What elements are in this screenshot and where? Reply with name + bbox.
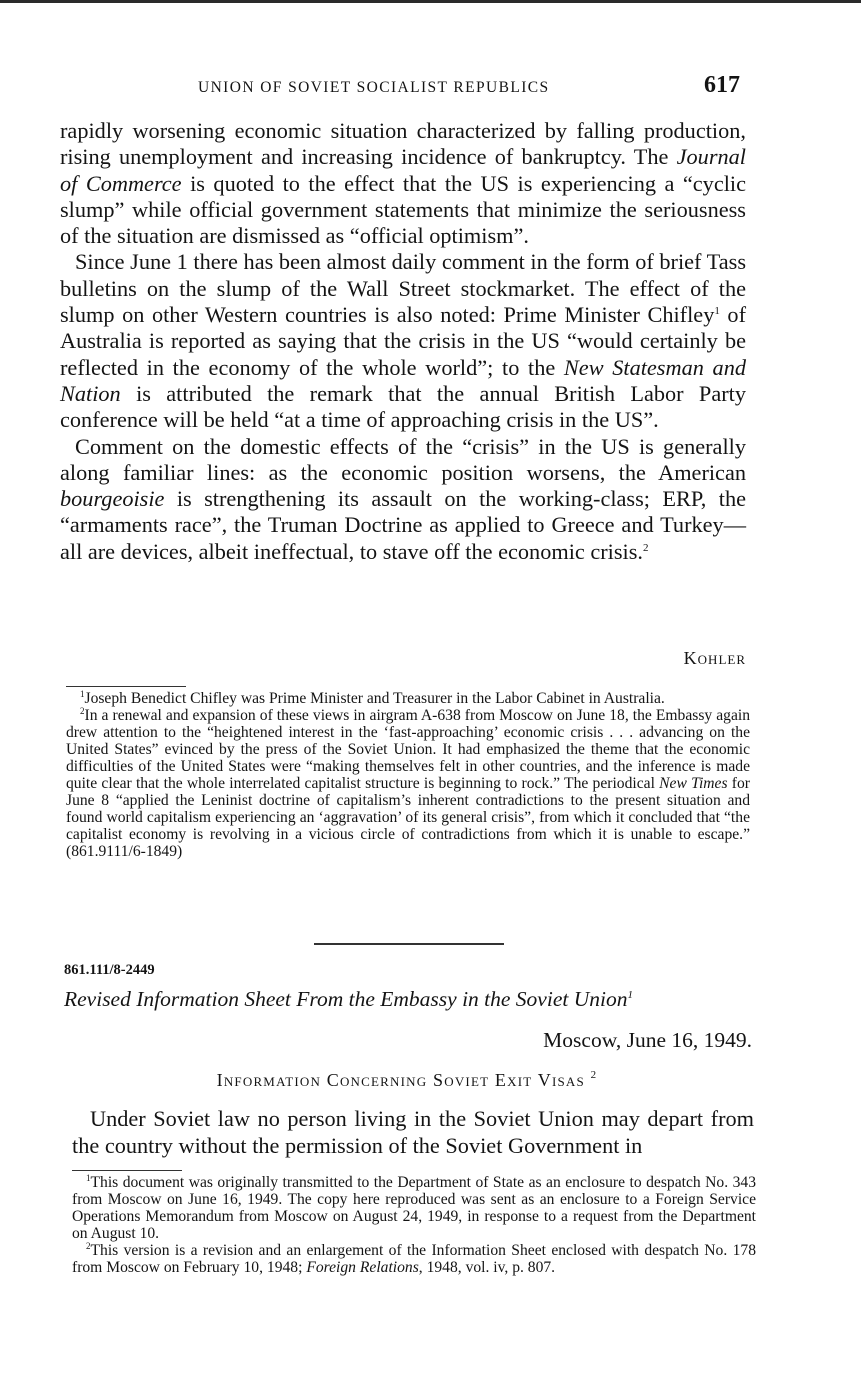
running-title: UNION OF SOVIET SOCIALIST REPUBLICS	[198, 79, 550, 96]
footnote-text: , 1948, vol. iv, p. 807.	[418, 1259, 556, 1276]
p3-text-a: Comment on the domestic effects of the “crisis” in the US is generally along familiar lines: as the economic position worsens, the American	[60, 433, 746, 485]
paragraph-1	[60, 118, 746, 249]
footnote-marker: 2	[86, 1241, 91, 1251]
main-text	[60, 118, 746, 565]
footnotes-top	[66, 690, 750, 860]
footnote-text: This version is a revision and an enlargement of the Information Sheet enclosed with despatch No. 178 from Moscow on February 10, 1948;	[72, 1242, 756, 1276]
footnote-2	[66, 707, 750, 860]
footnotes-bottom	[72, 1174, 756, 1276]
document-paragraph: Under Soviet law no person living in the Soviet Union may depart from the country without the permission of the Soviet Government in	[72, 1106, 754, 1158]
p1-text: rapidly worsening economic situation characterized by falling production, rising unemployment and increasing incidence of bankruptcy. The	[60, 118, 746, 170]
file-number: 861.111/8-2449	[64, 962, 155, 978]
subheading-text: Information Concerning Soviet Exit Visas	[216, 1070, 585, 1090]
footnote-marker: 2	[80, 706, 85, 716]
footnote-divider	[72, 1170, 182, 1171]
footnote-marker: 1	[80, 689, 85, 699]
p3-text-b: is strengthening its assault on the working-class; ERP, the “armaments race”, the Truman Doctrine as applied to Greece and Turkey—all are devices, albeit ineffectual, to stave off the economic crisis.	[60, 486, 746, 564]
document-title	[64, 987, 754, 1012]
footnote-text: for June 8 “applied the Leninist doctrine of capitalism’s inherent contradictions to the present situation and found world capitalism experiencing an ‘aggravation’ of its general crisis”, from which it concluded that “the capitalist economy is revolving in a vicious circle of contradictions from which it is unable to escape.” (861.9111/6-1849)	[66, 775, 750, 860]
footnote-2	[72, 1242, 756, 1276]
signature: Kohler	[683, 648, 746, 668]
footnote-text: This document was originally transmitted to the Department of State as an enclosure to despatch No. 343 from Moscow on June 16, 1949. The copy here reproduced was sent as an enclosure to a Foreign Service Operations Memorandum from Moscow on August 24, 1949, in response to a request from the Department on August 10.	[72, 1174, 756, 1242]
footnote-1	[72, 1174, 756, 1242]
journal-of-commerce: Journal of Commerce	[60, 144, 746, 196]
footnote-divider	[66, 686, 186, 687]
footnote-marker: 1	[86, 1173, 91, 1183]
footnote-ref-2[interactable]: 2	[590, 1069, 598, 1081]
page-header	[62, 74, 744, 106]
subheading	[64, 1070, 750, 1091]
page-top-border	[0, 0, 861, 3]
document-body	[72, 1105, 754, 1159]
bourgeoisie-term: bourgeoisie	[60, 486, 165, 512]
footnote-text: Joseph Benedict Chifley was Prime Minister and Treasurer in the Labor Cabinet in Australia.	[84, 690, 665, 707]
dateline: Moscow, June 16, 1949.	[543, 1028, 752, 1052]
new-times-title: New Times	[659, 775, 728, 792]
foreign-relations-title: Foreign Relations	[306, 1259, 419, 1276]
new-statesman-title: New Statesman and Nation	[60, 354, 746, 406]
document-title-text: Revised Information Sheet From the Embassy in the Soviet Union	[64, 987, 628, 1011]
section-separator	[314, 943, 504, 945]
p2-text-a: Since June 1 there has been almost daily comment in the form of brief Tass bulletins on the slump of the Wall Street stockmarket. The effect of the slump on other Western countries is also noted: Prime Minister Chifley	[60, 249, 746, 328]
paragraph-3	[60, 434, 746, 565]
page-number: 617	[704, 72, 740, 98]
footnote-ref-1[interactable]: 1	[627, 989, 633, 1001]
p2-text-c: is attributed the remark that the annual British Labor Party conference will be held “at a time of approaching crisis in the US”.	[60, 380, 746, 433]
p2-text-b: of Australia is reported as saying that the crisis in the US “would certainly be reflected in the economy of the whole world”; to the	[60, 302, 747, 380]
paragraph-2	[60, 249, 746, 433]
footnote-text: In a renewal and expansion of these views in airgram A-638 from Moscow on June 18, the Embassy again drew attention to the “heightened interest in the ‘fast-approaching’ economic crisis . . . advancing on the United States” evinced by the press of the Soviet Union. It had emphasized the theme that the economic difficulties of the United States were “making themselves felt in other countries, and the inference is made quite clear that the whole interrelated capitalist structure is beginning to rock.” The periodical	[66, 707, 750, 792]
footnote-1	[66, 690, 750, 707]
footnote-ref-1[interactable]: 1	[714, 305, 720, 318]
p1-rest: is quoted to the effect that the US is experiencing a “cyclic slump” while official government statements that minimize the seriousness of the situation are dismissed as “official optimism”.	[60, 170, 746, 249]
footnote-ref-2[interactable]: 2	[643, 541, 649, 554]
